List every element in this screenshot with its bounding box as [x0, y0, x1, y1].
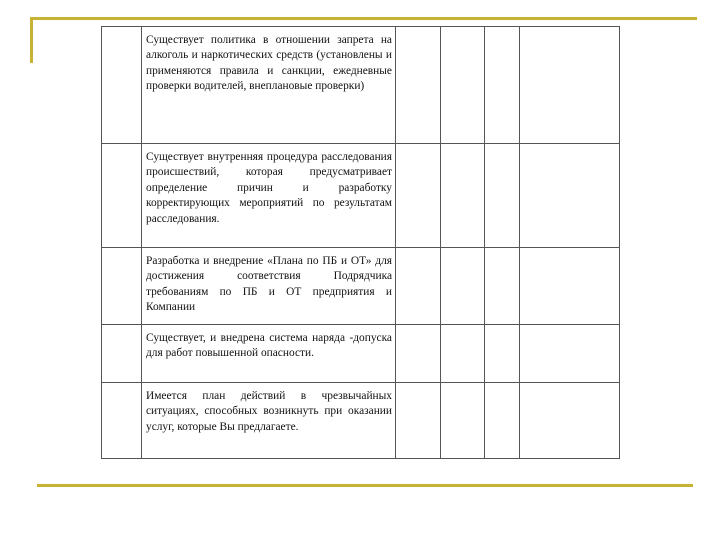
table-row: [102, 27, 620, 144]
answer-cell-na[interactable]: [485, 27, 520, 144]
answer-cell-yes[interactable]: [396, 144, 441, 248]
answer-cell-no[interactable]: [441, 27, 485, 144]
requirement-text: Имеется план действий в чрезвычайных ситуациях, способных возникнуть при оказании услуг, которые Вы предлагаете.: [142, 383, 396, 459]
requirement-text: Существует, и внедрена система наряда -допуска для работ повышенной опасности.: [142, 325, 396, 383]
row-number-cell: [102, 27, 142, 144]
row-number-cell: [102, 248, 142, 325]
answer-cell-na[interactable]: [485, 383, 520, 459]
row-number-cell: [102, 144, 142, 248]
answer-cell-yes[interactable]: [396, 325, 441, 383]
safety-checklist-table: [101, 26, 620, 459]
comment-cell[interactable]: [520, 27, 620, 144]
requirement-text: Существует политика в отношении запрета на алкоголь и наркотических средств (установлены и применяются правила и санкции, ежедневные проверки водителей, внеплановые проверки): [142, 27, 396, 144]
table-row: [102, 383, 620, 459]
comment-cell[interactable]: [520, 144, 620, 248]
row-number-cell: [102, 383, 142, 459]
requirement-text: Разработка и внедрение «Плана по ПБ и ОТ» для достижения соответствия Подрядчика требованиям по ПБ и ОТ предприятия и Компании: [142, 248, 396, 325]
answer-cell-yes[interactable]: [396, 383, 441, 459]
answer-cell-no[interactable]: [441, 325, 485, 383]
comment-cell[interactable]: [520, 248, 620, 325]
answer-cell-na[interactable]: [485, 325, 520, 383]
comment-cell[interactable]: [520, 325, 620, 383]
slide-frame-left-line: [30, 17, 33, 63]
table-row: [102, 248, 620, 325]
answer-cell-yes[interactable]: [396, 248, 441, 325]
requirement-text: Существует внутренняя процедура расследования происшествий, которая предусматривает определение причин и разработку корректирующих мероприятий по результатам расследования.: [142, 144, 396, 248]
comment-cell[interactable]: [520, 383, 620, 459]
row-number-cell: [102, 325, 142, 383]
table-row: [102, 325, 620, 383]
slide-frame-top-line: [30, 17, 697, 20]
answer-cell-yes[interactable]: [396, 27, 441, 144]
answer-cell-no[interactable]: [441, 383, 485, 459]
answer-cell-na[interactable]: [485, 144, 520, 248]
answer-cell-na[interactable]: [485, 248, 520, 325]
answer-cell-no[interactable]: [441, 144, 485, 248]
table-row: [102, 144, 620, 248]
answer-cell-no[interactable]: [441, 248, 485, 325]
slide-frame-bottom-line: [37, 484, 693, 487]
